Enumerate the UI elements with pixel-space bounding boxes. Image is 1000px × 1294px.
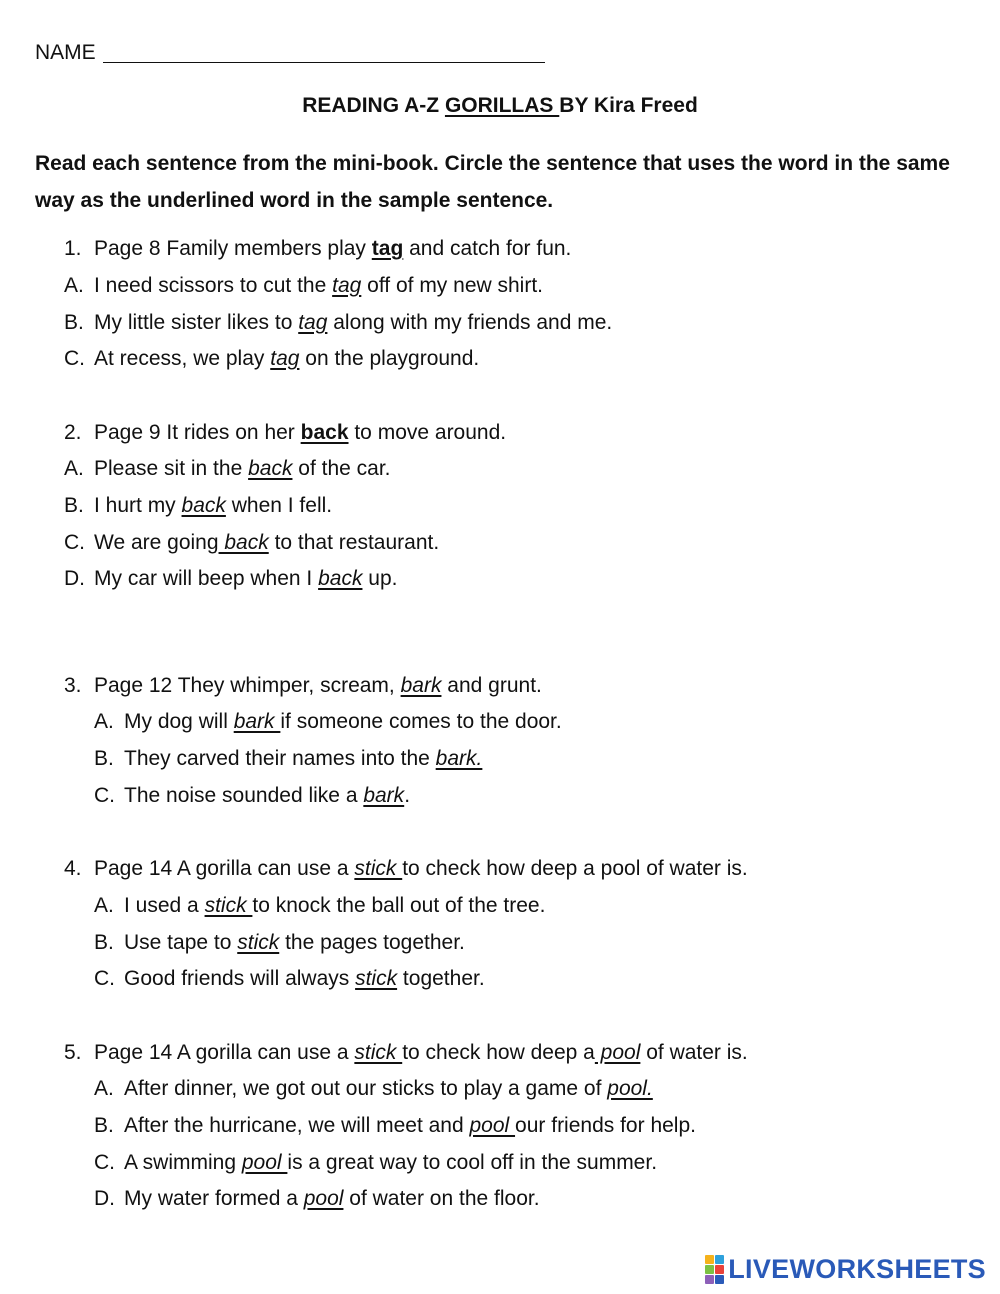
q2-option-a[interactable] bbox=[94, 458, 391, 479]
q2d-post: up. bbox=[362, 567, 398, 590]
q5d-pre: My water formed a bbox=[124, 1187, 304, 1210]
logo-text: LIVEWORKSHEETS bbox=[728, 1254, 986, 1284]
logo-tiles-icon bbox=[705, 1255, 724, 1284]
q2a-word: back bbox=[248, 457, 293, 480]
q3-option-c[interactable] bbox=[124, 785, 410, 806]
liveworksheets-logo[interactable] bbox=[705, 1254, 986, 1285]
logo-tile bbox=[715, 1255, 724, 1264]
q5-option-b[interactable] bbox=[124, 1115, 696, 1136]
q2-option-b-letter: B. bbox=[64, 494, 84, 517]
q1-option-c-letter: C. bbox=[64, 347, 85, 370]
q1-post: and catch for fun. bbox=[403, 237, 572, 260]
q3b-word: bark. bbox=[435, 747, 483, 770]
question-5-sentence bbox=[94, 1042, 748, 1063]
q5c-post: is a great way to cool off in the summer. bbox=[287, 1151, 658, 1174]
q5-post: of water is. bbox=[640, 1041, 748, 1064]
q1b-post: along with my friends and me. bbox=[327, 311, 613, 334]
q1c-word: tag bbox=[270, 347, 300, 370]
q1b-word: tag bbox=[298, 311, 328, 334]
q1-pre: Page 8 Family members play bbox=[94, 237, 372, 260]
q3-post: and grunt. bbox=[441, 674, 542, 697]
q4b-post: the pages together. bbox=[279, 931, 465, 954]
q3-target-word: bark bbox=[400, 674, 442, 697]
q1-target-word: tag bbox=[371, 237, 404, 260]
q2b-word: back bbox=[181, 494, 226, 517]
q3c-pre: The noise sounded like a bbox=[124, 784, 364, 807]
question-2-number: 2. bbox=[64, 421, 82, 444]
question-1-number: 1. bbox=[64, 237, 82, 260]
q4-pre: Page 14 A gorilla can use a bbox=[94, 857, 355, 880]
q4a-word: stick bbox=[204, 894, 253, 917]
q2-option-d-letter: D. bbox=[64, 567, 85, 590]
q3-option-b[interactable] bbox=[124, 748, 482, 769]
q5-option-b-letter: B. bbox=[94, 1114, 114, 1137]
question-4-number: 4. bbox=[64, 857, 82, 880]
q2d-pre: My car will beep when I bbox=[94, 567, 319, 590]
q2-option-b[interactable] bbox=[94, 495, 332, 516]
question-2-sentence bbox=[94, 422, 506, 443]
q2a-pre: Please sit in the bbox=[94, 457, 249, 480]
q2-pre: Page 9 It rides on her bbox=[94, 421, 301, 444]
q5-option-c-letter: C. bbox=[94, 1151, 115, 1174]
name-label: NAME bbox=[35, 41, 96, 64]
q2c-pre: We are going bbox=[94, 531, 219, 554]
q3-pre: Page 12 They whimper, scream, bbox=[94, 674, 401, 697]
q4c-word: stick bbox=[355, 967, 398, 990]
q1-option-b[interactable] bbox=[94, 312, 612, 333]
q3b-pre: They carved their names into the bbox=[124, 747, 436, 770]
q5c-word: pool bbox=[241, 1151, 288, 1174]
q1-option-a[interactable] bbox=[94, 275, 543, 296]
title-suffix: BY Kira Freed bbox=[559, 94, 698, 117]
q5d-post: of water on the floor. bbox=[343, 1187, 540, 1210]
q5-target-word: stick bbox=[354, 1041, 403, 1064]
q5-option-d[interactable] bbox=[124, 1188, 540, 1209]
q4c-pre: Good friends will always bbox=[124, 967, 356, 990]
q1-option-a-letter: A. bbox=[64, 274, 84, 297]
q4a-post: to knock the ball out of the tree. bbox=[252, 894, 546, 917]
q2a-post: of the car. bbox=[292, 457, 391, 480]
instructions: Read each sentence from the mini-book. Circle the sentence that uses the word in the same way as the underlined word in the sample sentence. bbox=[35, 152, 950, 212]
q2b-pre: I hurt my bbox=[94, 494, 182, 517]
q5d-word: pool bbox=[303, 1187, 344, 1210]
q5-option-d-letter: D. bbox=[94, 1187, 115, 1210]
q5a-pre: After dinner, we got out our sticks to play a game of bbox=[124, 1077, 608, 1100]
question-3-number: 3. bbox=[64, 674, 82, 697]
q3a-word: bark bbox=[233, 710, 281, 733]
logo-tile bbox=[705, 1275, 714, 1284]
logo-tile bbox=[705, 1255, 714, 1264]
q5b-post: our friends for help. bbox=[515, 1114, 696, 1137]
question-4-sentence bbox=[94, 858, 748, 879]
q5a-word: pool. bbox=[607, 1077, 653, 1100]
logo-tile bbox=[715, 1265, 724, 1274]
q5-pre: Page 14 A gorilla can use a bbox=[94, 1041, 355, 1064]
q4a-pre: I used a bbox=[124, 894, 205, 917]
q3-option-a[interactable] bbox=[124, 711, 562, 732]
q2-option-d[interactable] bbox=[94, 568, 397, 589]
q4-target-word: stick bbox=[354, 857, 403, 880]
q4b-pre: Use tape to bbox=[124, 931, 238, 954]
q2d-word: back bbox=[318, 567, 363, 590]
q4-option-c-letter: C. bbox=[94, 967, 115, 990]
q1-option-c[interactable] bbox=[94, 348, 479, 369]
logo-tile bbox=[705, 1265, 714, 1274]
q5c-pre: A swimming bbox=[124, 1151, 242, 1174]
q2c-post: to that restaurant. bbox=[268, 531, 440, 554]
q4c-post: together. bbox=[397, 967, 485, 990]
q5b-word: pool bbox=[469, 1114, 516, 1137]
q3-option-c-letter: C. bbox=[94, 784, 115, 807]
logo-tile bbox=[715, 1275, 724, 1284]
question-5-number: 5. bbox=[64, 1041, 82, 1064]
q5b-pre: After the hurricane, we will meet and bbox=[124, 1114, 470, 1137]
q4b-word: stick bbox=[237, 931, 280, 954]
q2-target-word: back bbox=[300, 421, 349, 444]
q4-post: to check how deep a pool of water is. bbox=[402, 857, 748, 880]
q5-option-c[interactable] bbox=[124, 1152, 657, 1173]
title-book: GORILLAS bbox=[444, 94, 560, 117]
q4-option-a-letter: A. bbox=[94, 894, 114, 917]
question-1-sentence bbox=[94, 238, 571, 259]
q2-option-a-letter: A. bbox=[64, 457, 84, 480]
q3-option-a-letter: A. bbox=[94, 710, 114, 733]
title-prefix: READING A-Z bbox=[302, 94, 445, 117]
q2c-word: back bbox=[218, 531, 269, 554]
question-3-sentence bbox=[94, 675, 542, 696]
q4-option-b-letter: B. bbox=[94, 931, 114, 954]
q3c-word: bark bbox=[363, 784, 405, 807]
q1-option-b-letter: B. bbox=[64, 311, 84, 334]
q2-option-c-letter: C. bbox=[64, 531, 85, 554]
q2-post: to move around. bbox=[348, 421, 507, 444]
q1a-post: off of my new shirt. bbox=[361, 274, 544, 297]
q4-option-b[interactable] bbox=[124, 932, 465, 953]
q3-option-b-letter: B. bbox=[94, 747, 114, 770]
q4-option-c[interactable] bbox=[124, 968, 485, 989]
q5-option-a-letter: A. bbox=[94, 1077, 114, 1100]
q3a-post: if someone comes to the door. bbox=[280, 710, 562, 733]
q3a-pre: My dog will bbox=[124, 710, 234, 733]
q5-mid: to check how deep a bbox=[402, 1041, 595, 1064]
page-title bbox=[0, 94, 1000, 118]
q1a-word: tag bbox=[332, 274, 362, 297]
q2b-post: when I fell. bbox=[225, 494, 333, 517]
name-write-line[interactable] bbox=[103, 62, 545, 63]
q1c-post: on the playground. bbox=[299, 347, 480, 370]
q1a-pre: I need scissors to cut the bbox=[94, 274, 333, 297]
q1b-pre: My little sister likes to bbox=[94, 311, 299, 334]
q3c-post: . bbox=[404, 784, 411, 807]
q1c-pre: At recess, we play bbox=[94, 347, 271, 370]
q5-option-a[interactable] bbox=[124, 1078, 653, 1099]
q5-target-word-2: pool bbox=[594, 1041, 641, 1064]
q4-option-a[interactable] bbox=[124, 895, 545, 916]
q2-option-c[interactable] bbox=[94, 532, 439, 553]
